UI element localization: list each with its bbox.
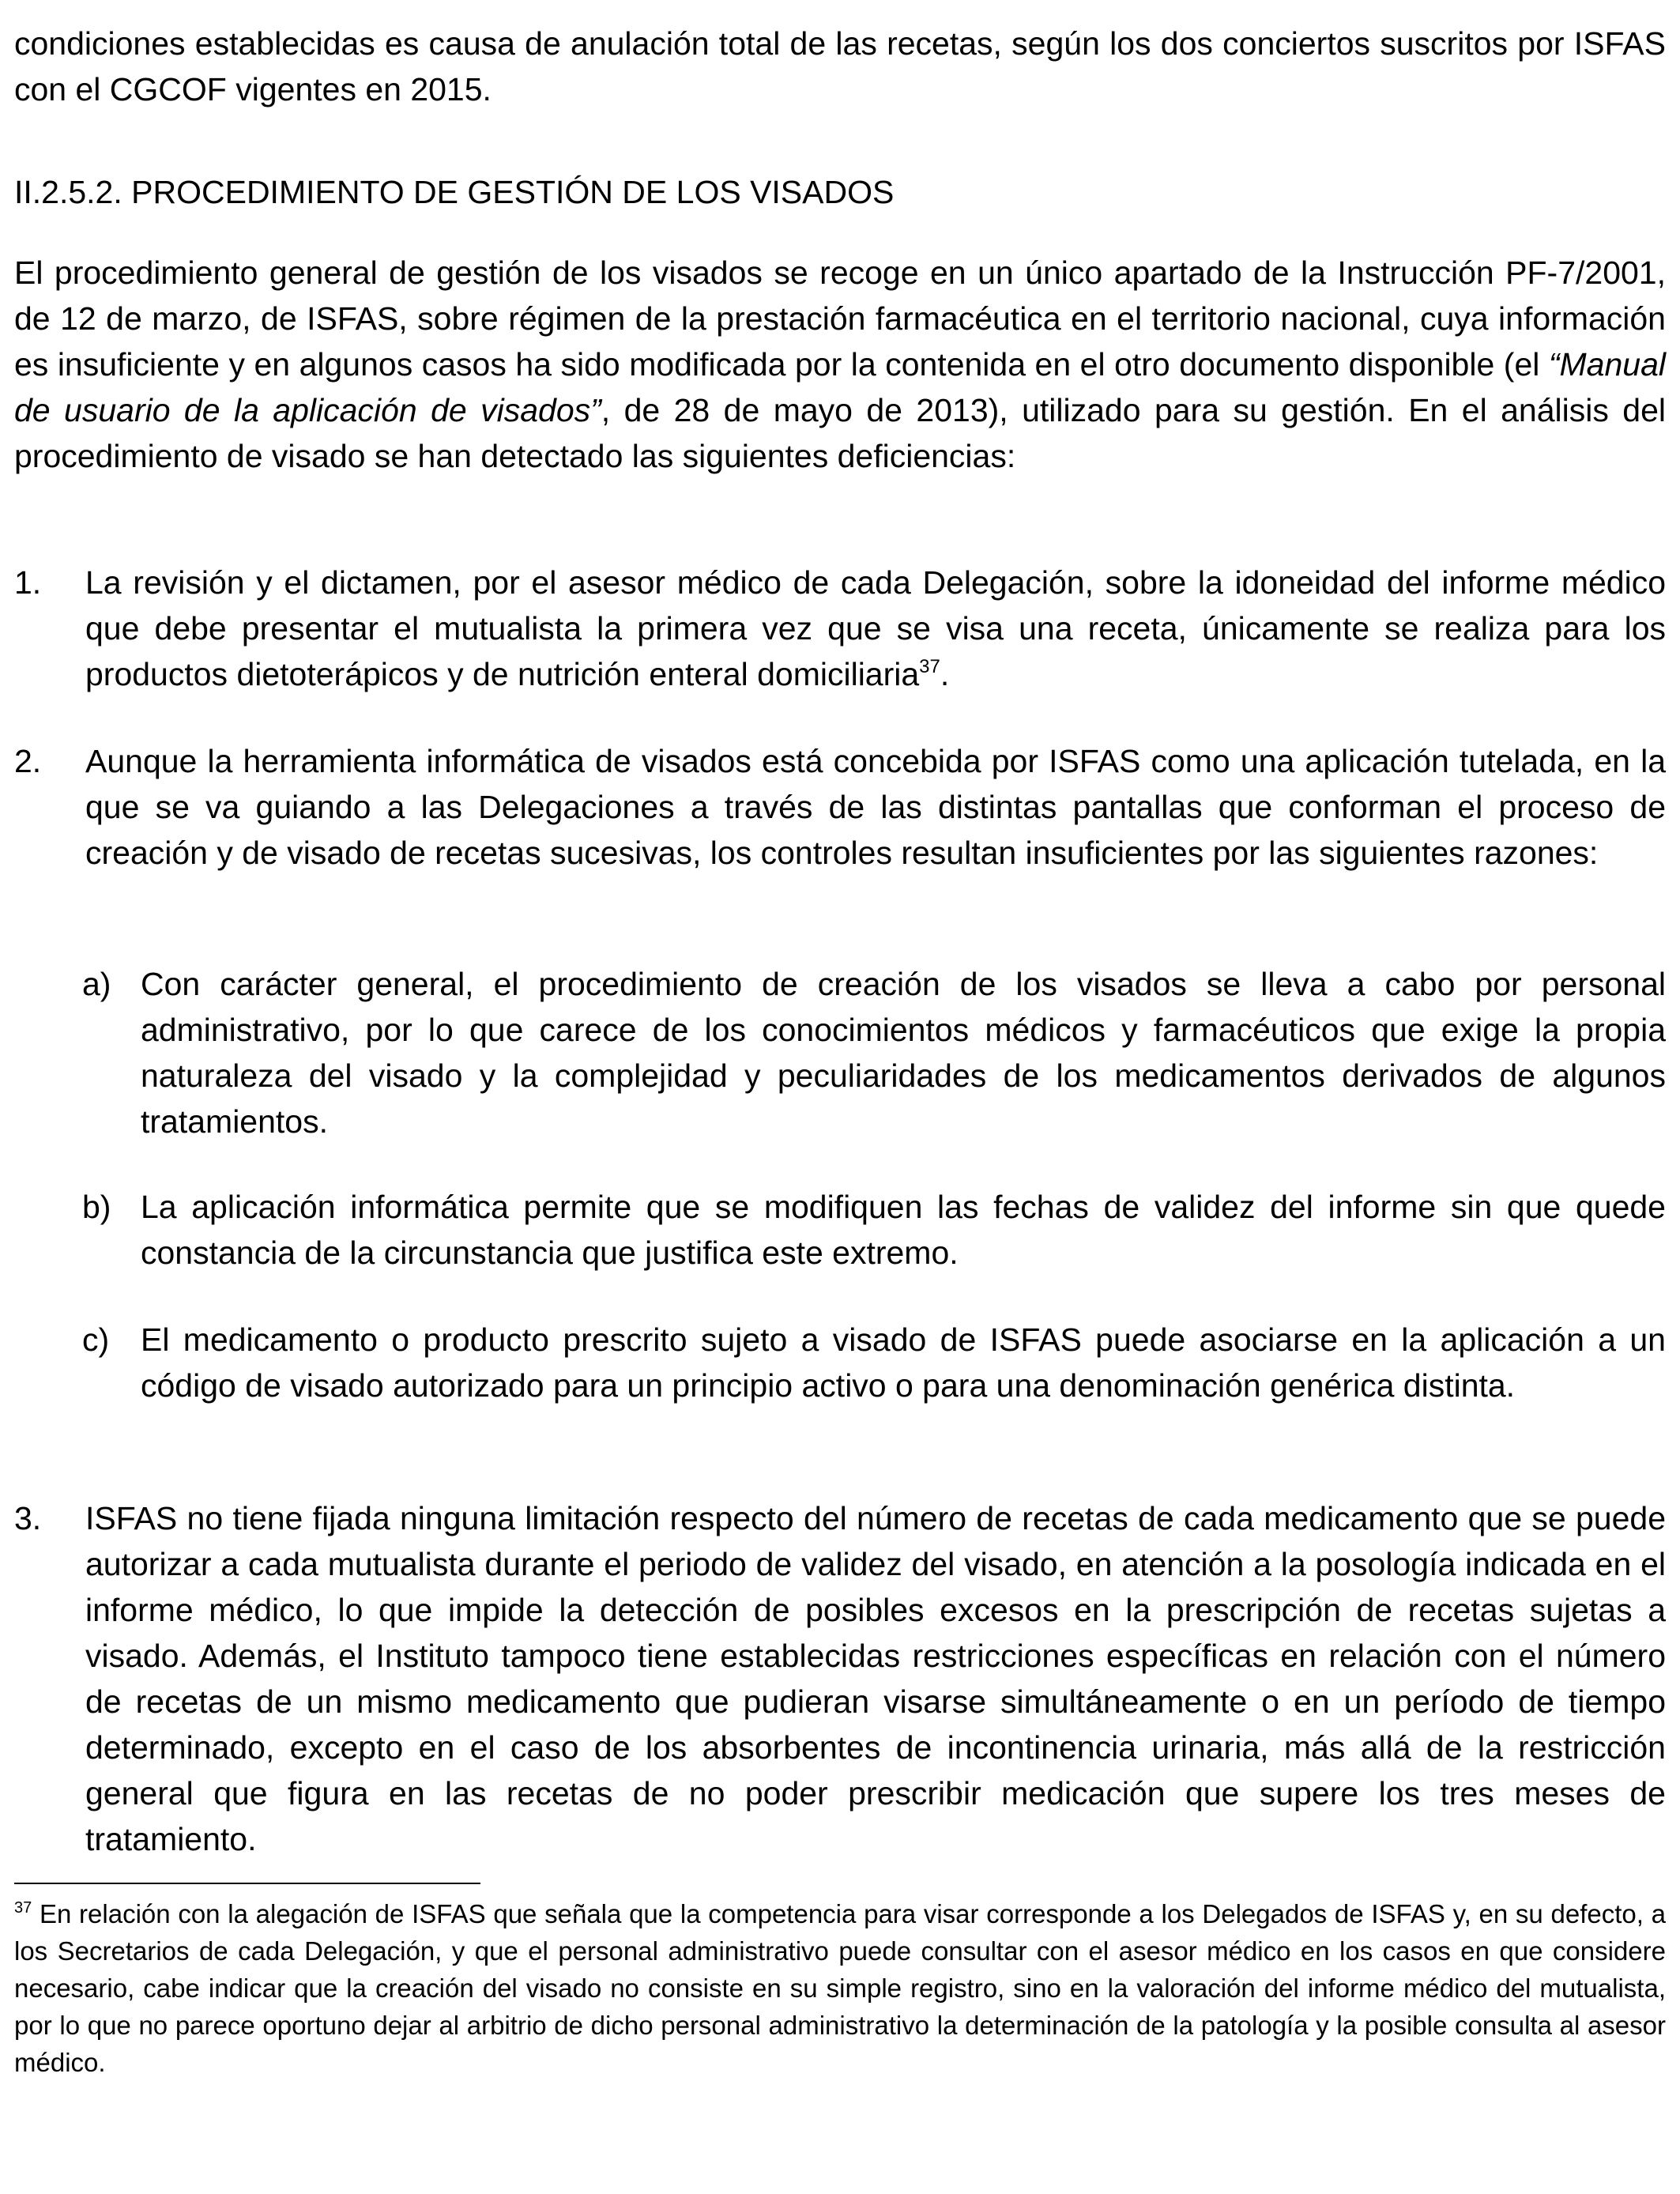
footnote xyxy=(14,1895,1666,2081)
sub-item-c-text: El medicamento o producto prescrito sujeto a visado de ISFAS puede asociarse en la aplicación a un código de visado autorizado para un principio activo o para una denominación genérica distinta. xyxy=(141,1321,1666,1404)
sub-item-c xyxy=(82,1317,1666,1408)
procedure-text-end: , de 28 de mayo de 2013), utilizado para su gestión. En el análisis del procedimiento de visado se han detectado las siguientes deficiencias: xyxy=(14,392,1666,474)
section-heading: II.2.5.2. PROCEDIMIENTO DE GESTIÓN DE LOS VISADOS xyxy=(14,174,895,210)
list-number-2: 2. xyxy=(14,743,42,779)
sub-item-a-text: Con carácter general, el procedimiento de creación de los visados se lleva a cabo por personal administrativo, por lo que carece de los conocimientos médicos y farmacéuticos que exige la propia naturaleza del visado y la complejidad y peculiaridades de los medicamentos derivados de algunos tratamientos. xyxy=(141,966,1666,1140)
sub-letter-a: a) xyxy=(82,966,111,1002)
list-item-1-body: La revisión y el dictamen, por el asesor médico de cada Delegación, sobre la idoneidad del informe médico que debe presentar el mutualista la primera vez que se visa una receta, únicamente se realiza para los productos dietoterápicos y de nutrición enteral domiciliaria xyxy=(85,564,1666,692)
list-number-1: 1. xyxy=(14,564,42,601)
footnote-reference[interactable]: 37 xyxy=(919,656,940,677)
intro-text: condiciones establecidas es causa de anulación total de las recetas, según los dos conciertos suscritos por ISFAS con el CGCOF vigentes en 2015. xyxy=(14,25,1666,107)
footnote-divider xyxy=(14,1883,480,1884)
sub-item-b xyxy=(82,1184,1666,1276)
list-item-2 xyxy=(14,738,1666,876)
list-item-3 xyxy=(14,1495,1666,1862)
list-number-3: 3. xyxy=(14,1500,42,1536)
sub-letter-b: b) xyxy=(82,1189,111,1225)
list-item-1-trailing: . xyxy=(940,656,950,692)
footnote-marker: 37 xyxy=(14,1899,32,1917)
list-item-1-text xyxy=(85,560,1666,697)
list-item-3-text: ISFAS no tiene fijada ninguna limitación respecto del número de recetas de cada medicamento que se puede autorizar a cada mutualista durante el periodo de validez del visado, en atención a la posología indicada en el informe médico, lo que impide la detección de posibles excesos en la prescripción de recetas sujetas a visado. Además, el Instituto tampoco tiene establecidas restricciones específicas en relación con el número de recetas de un mismo medicamento que pudieran visarse simultáneamente o en un período de tiempo determinado, excepto en el caso de los absorbentes de incontinencia urinaria, más allá de la restricción general que figura en las recetas de no poder prescribir medicación que supere los tres meses de tratamiento. xyxy=(85,1500,1666,1857)
sub-letter-c: c) xyxy=(82,1321,110,1358)
manual-title: “Manual de usuario de la aplicación de visados” xyxy=(14,346,1666,428)
procedure-paragraph xyxy=(14,250,1666,479)
list-item-2-text: Aunque la herramienta informática de visados está concebida por ISFAS como una aplicación tutelada, en la que se va guiando a las Delegaciones a través de las distintas pantallas que conforman el proceso de creación y de visado de recetas sucesivas, los controles resultan insuficientes por las siguientes razones: xyxy=(85,743,1666,871)
sub-item-a xyxy=(82,961,1666,1144)
list-item-1 xyxy=(14,560,1666,697)
footnote-text: En relación con la alegación de ISFAS que señala que la competencia para visar corresponde a los Delegados de ISFAS y, en su defecto, a los Secretarios de cada Delegación, y que el personal administrativo puede consultar con el asesor médico en los casos en que considere necesario, cabe indicar que la creación del visado no consiste en su simple registro, sino en la valoración del informe médico del mutualista, por lo que no parece oportuno dejar al arbitrio de dicho personal administrativo la determinación de la patología y la posible consulta al asesor médico. xyxy=(14,1899,1666,2077)
intro-paragraph xyxy=(14,21,1666,112)
sub-item-b-text: La aplicación informática permite que se modifiquen las fechas de validez del informe sin que quede constancia de la circunstancia que justifica este extremo. xyxy=(141,1189,1666,1271)
procedure-text-start: El procedimiento general de gestión de los visados se recoge en un único apartado de la Instrucción PF-7/2001, de 12 de marzo, de ISFAS, sobre régimen de la prestación farmacéutica en el territorio nacional, cuya información es insuficiente y en algunos casos ha sido modificada por la contenida en el otro documento disponible (el xyxy=(14,254,1666,383)
